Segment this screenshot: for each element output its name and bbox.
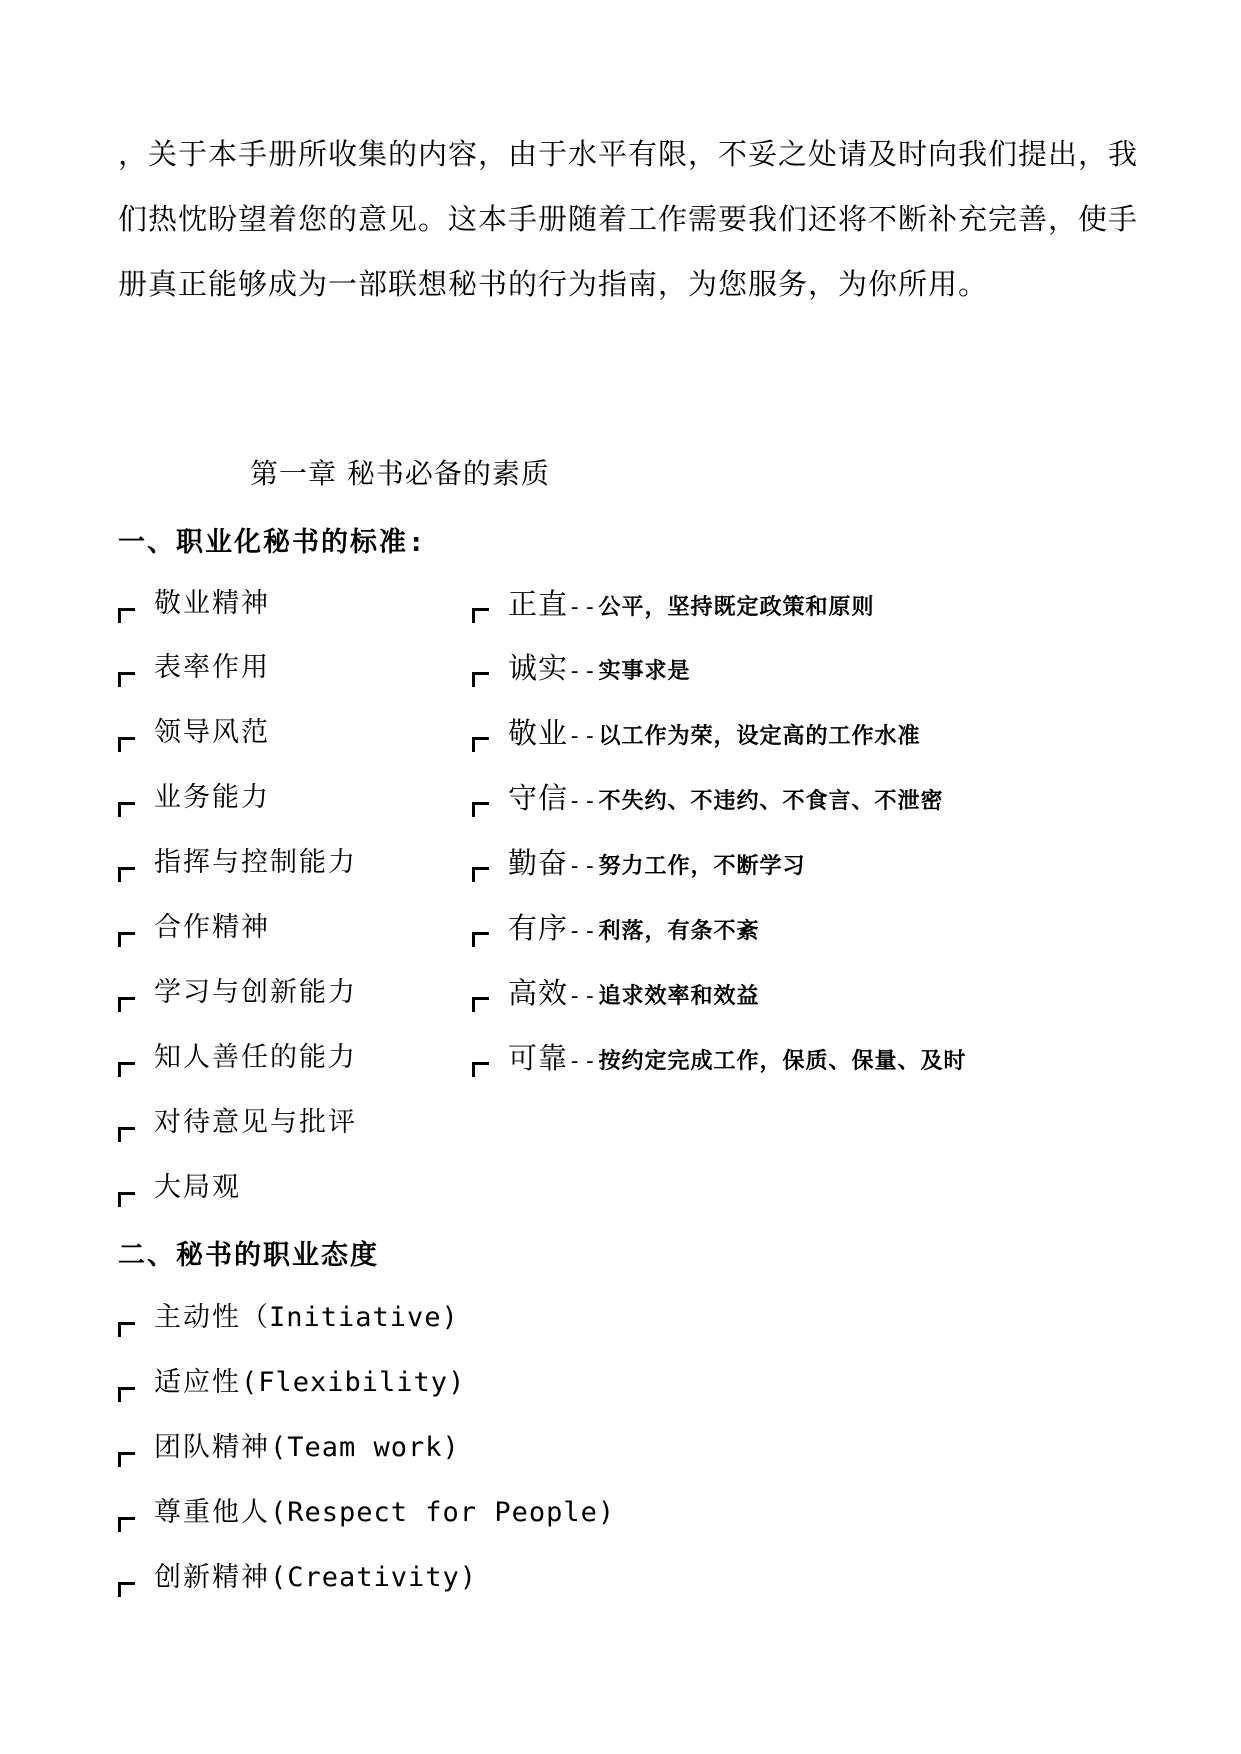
corner-bullet-icon [118, 737, 135, 752]
attitude-en: (Team work) [270, 1432, 460, 1463]
corner-bullet-icon [118, 672, 135, 687]
list-item-label: 大局观 [154, 1172, 241, 1203]
virtue-description: 努力工作，不断学习 [598, 854, 806, 879]
virtue-name: 勤奋 [508, 846, 569, 880]
corner-bullet-icon [118, 997, 135, 1012]
virtue-description: 利落，有条不紊 [598, 919, 760, 944]
corner-bullet-icon [118, 1582, 135, 1597]
virtue-name: 可靠 [508, 1041, 569, 1075]
virtue-separator: -- [568, 659, 599, 684]
list-item-label: 对待意见与批评 [154, 1107, 357, 1138]
virtue-name: 守信 [508, 781, 569, 815]
virtue-separator: -- [568, 1049, 599, 1074]
corner-bullet-icon [118, 867, 135, 882]
list-item-label: 合作精神 [154, 912, 270, 943]
list-item-label: 表率作用 [154, 652, 270, 683]
corner-bullet-icon [118, 608, 135, 623]
intro-line-3: 册真正能够成为一部联想秘书的行为指南，为您服务，为你所用。 [118, 267, 989, 301]
virtue-separator: -- [568, 854, 599, 879]
corner-bullet-icon [118, 1127, 135, 1142]
corner-bullet-icon [118, 1322, 135, 1337]
corner-bullet-icon [472, 932, 489, 947]
section-heading-attitude: 二、秘书的职业态度 [118, 1240, 379, 1271]
virtue-separator: -- [568, 724, 599, 749]
corner-bullet-icon [472, 802, 489, 817]
attitude-en: （Initiative) [241, 1302, 459, 1333]
corner-bullet-icon [118, 1452, 135, 1467]
attitude-en: (Respect for People) [270, 1497, 616, 1528]
intro-line-2: 们热忱盼望着您的意见。这本手册随着工作需要我们还将不断补充完善，使手 [118, 202, 1139, 236]
virtue-name: 敬业 [508, 716, 569, 750]
corner-bullet-icon [118, 1387, 135, 1402]
virtue-separator: -- [568, 789, 599, 814]
attitude-zh: 适应性 [154, 1367, 241, 1398]
attitude-zh: 团队精神 [154, 1432, 270, 1463]
corner-bullet-icon [118, 1517, 135, 1532]
intro-line-1: ，关于本手册所收集的内容，由于水平有限，不妥之处请及时向我们提出，我 [118, 137, 1139, 171]
list-item-label: 学习与创新能力 [154, 977, 357, 1008]
virtue-separator: -- [568, 595, 599, 620]
corner-bullet-icon [472, 1062, 489, 1077]
corner-bullet-icon [472, 672, 489, 687]
corner-bullet-icon [118, 1062, 135, 1077]
corner-bullet-icon [118, 932, 135, 947]
virtue-description: 按约定完成工作，保质、保量、及时 [598, 1049, 967, 1074]
virtue-name: 诚实 [508, 651, 569, 685]
list-item-label: 业务能力 [154, 782, 270, 813]
virtue-name: 正直 [508, 587, 569, 621]
corner-bullet-icon [472, 608, 489, 623]
attitude-zh: 创新精神 [154, 1562, 270, 1593]
virtue-separator: -- [568, 919, 599, 944]
virtue-description: 实事求是 [598, 659, 691, 684]
virtue-description: 追求效率和效益 [598, 984, 760, 1009]
corner-bullet-icon [472, 737, 489, 752]
chapter-title: 第一章 秘书必备的素质 [250, 457, 550, 490]
list-item-label: 敬业精神 [154, 588, 270, 619]
corner-bullet-icon [118, 1192, 135, 1207]
attitude-en: (Creativity) [270, 1562, 478, 1593]
list-item-label: 领导风范 [154, 717, 270, 748]
corner-bullet-icon [472, 997, 489, 1012]
corner-bullet-icon [472, 867, 489, 882]
attitude-zh: 尊重他人 [154, 1497, 270, 1528]
corner-bullet-icon [118, 802, 135, 817]
virtue-description: 不失约、不违约、不食言、不泄密 [598, 789, 944, 814]
list-item-label: 知人善任的能力 [154, 1042, 357, 1073]
virtue-separator: -- [568, 984, 599, 1009]
list-item-label: 指挥与控制能力 [154, 847, 357, 878]
virtue-description: 公平，坚持既定政策和原则 [598, 595, 875, 620]
virtue-name: 高效 [508, 976, 569, 1010]
attitude-zh: 主动性 [154, 1302, 241, 1333]
attitude-en: (Flexibility) [241, 1367, 466, 1398]
intro-paragraph [118, 122, 1139, 317]
section-heading-standards: 一、职业化秘书的标准: [118, 527, 427, 558]
virtue-description: 以工作为荣，设定高的工作水准 [598, 724, 921, 749]
virtue-name: 有序 [508, 911, 569, 945]
